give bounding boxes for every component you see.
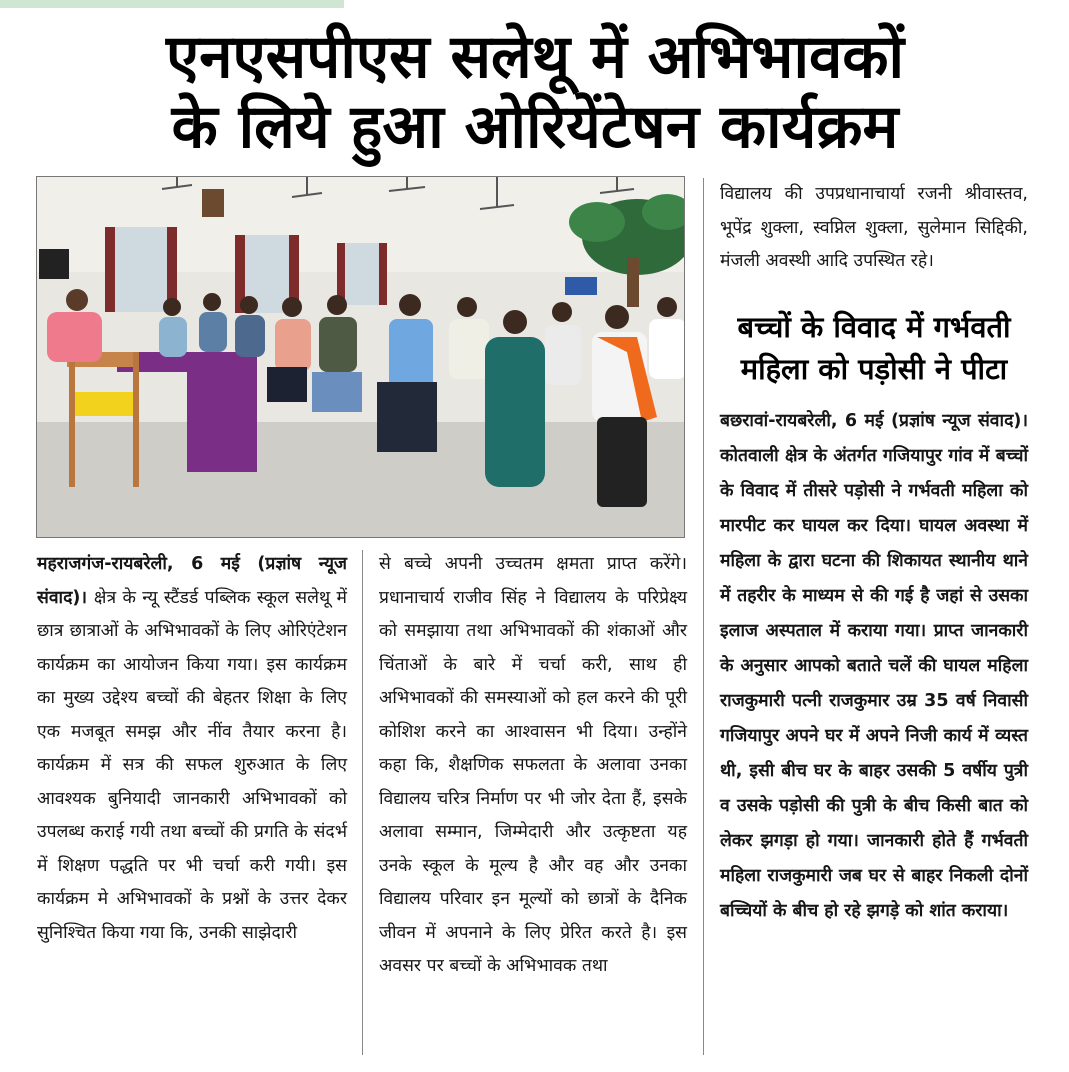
article-main-column-1 [37, 548, 347, 950]
article-main-column-3 [720, 178, 1028, 279]
article-main-column-2 [379, 548, 687, 984]
main-headline [20, 22, 1050, 162]
side-article-body [720, 404, 1028, 929]
event-photo [36, 176, 685, 538]
side-headline-line-1: बच्चों के विवाद में गर्भवती [737, 310, 1011, 344]
side-article-dateline: बछरावां-रायबरेली, 6 मई (प्रज्ञांष न्यूज संवाद)। [720, 411, 1028, 431]
column-divider [362, 550, 363, 1055]
article-main-col3-text: विद्यालय की उपप्रधानाचार्या रजनी श्रीवास्तव, भूपेंद्र शुक्ला, स्वप्निल शुक्ला, सुलेमान सिद्दिकी, मंजली अवस्थी आदि उपस्थित रहे। [720, 184, 1028, 271]
column-divider-2 [703, 178, 704, 1055]
article-main-dateline: महराजगंज-रायबरेली, 6 मई (प्रज्ञांष न्यूज संवाद)। [37, 554, 347, 608]
article-main-col1-text: क्षेत्र के न्यू स्टैंडर्ड पब्लिक स्कूल सलेथू में छात्र छात्राओं के अभिभावकों के लिए ओरिएंटेशन कार्यक्रम का आयोजन किया गया। इस कार्यक्रम का मुख्य उद्देश्य बच्चों की बेहतर शिक्षा के लिए एक मजबूत समझ और नींव तैयार करना है।कार्यक्रम में सत्र की सफल शुरुआत के लिए आवश्यक बुनियादी जानकारी अभिभावकों को उपलब्ध कराई गयी तथा बच्चों की प्रगति के संदर्भ में शिक्षण पद्धति पर भी चर्चा करी गयी। इस कार्यक्रम मे अभिभावकों के प्रश्नों के उत्तर देकर सुनिश्चित किया गया कि, उनकी साझेदारी [37, 587, 347, 943]
side-article-headline [714, 306, 1034, 390]
headline-line-1: एनएसपीएस सलेथू में अभिभावकों [166, 22, 904, 92]
side-headline-line-2: महिला को पड़ोसी ने पीटा [740, 352, 1008, 386]
event-photo-image [37, 177, 685, 538]
headline-line-2: के लिये हुआ ओरियेंटेषन कार्यक्रम [171, 92, 899, 162]
top-color-strip [0, 0, 344, 8]
side-article-text: कोतवाली क्षेत्र के अंतर्गत गजियापुर गांव में बच्चों के विवाद में तीसरे पड़ोसी ने गर्भवती महिला को मारपीट कर घायल कर दिया। घायल अवस्था में महिला के द्वारा घटना की शिकायत स्थानीय थाने में तहरीर के माध्यम से की गई है जहां से उसका इलाज अस्पताल में कराया गया। प्राप्त जानकारी के अनुसार आपको बताते चलें की घायल महिला राजकुमारी पत्नी राजकुमार उम्र 35 वर्ष निवासी गजियापुर अपने घर में अपने निजी कार्य में व्यस्त थी, इसी बीच घर के बाहर उसकी 5 वर्षीय पुत्री व उसके पड़ोसी की पुत्री के बीच किसी बात को लेकर झगड़ा हो गया। जानकारी होते हैं गर्भवती महिला राजकुमारी जब घर से बाहर निकली दोनों बच्चियों के बीच हो रहे झगड़े को शांत कराया। [720, 446, 1028, 921]
article-main-col2-text: से बच्चे अपनी उच्चतम क्षमता प्राप्त करेंगे। प्रधानाचार्य राजीव सिंह ने विद्यालय के परिप्रेक्ष्य को समझाया तथा अभिभावकों की शंकाओं और चिंताओं के बारे में चर्चा करी, साथ ही अभिभावकों की समस्याओं को हल करने की पूरी कोशिश करने का आश्वासन भी दिया। उन्होंने कहा कि, शैक्षणिक सफलता के अलावा उनका विद्यालय चरित्र निर्माण पर भी जोर देता हैं, इसके अलावा सम्मान, जिम्मेदारी और उत्कृष्टता यह उनके स्कूल के मूल्य है और वह और उनका विद्यालय परिवार इन मूल्यों को छात्रों के दैनिक जीवन में अपनाने के लिए प्रेरित करते है। इस अवसर पर बच्चों के अभिभावक तथा [379, 554, 687, 976]
